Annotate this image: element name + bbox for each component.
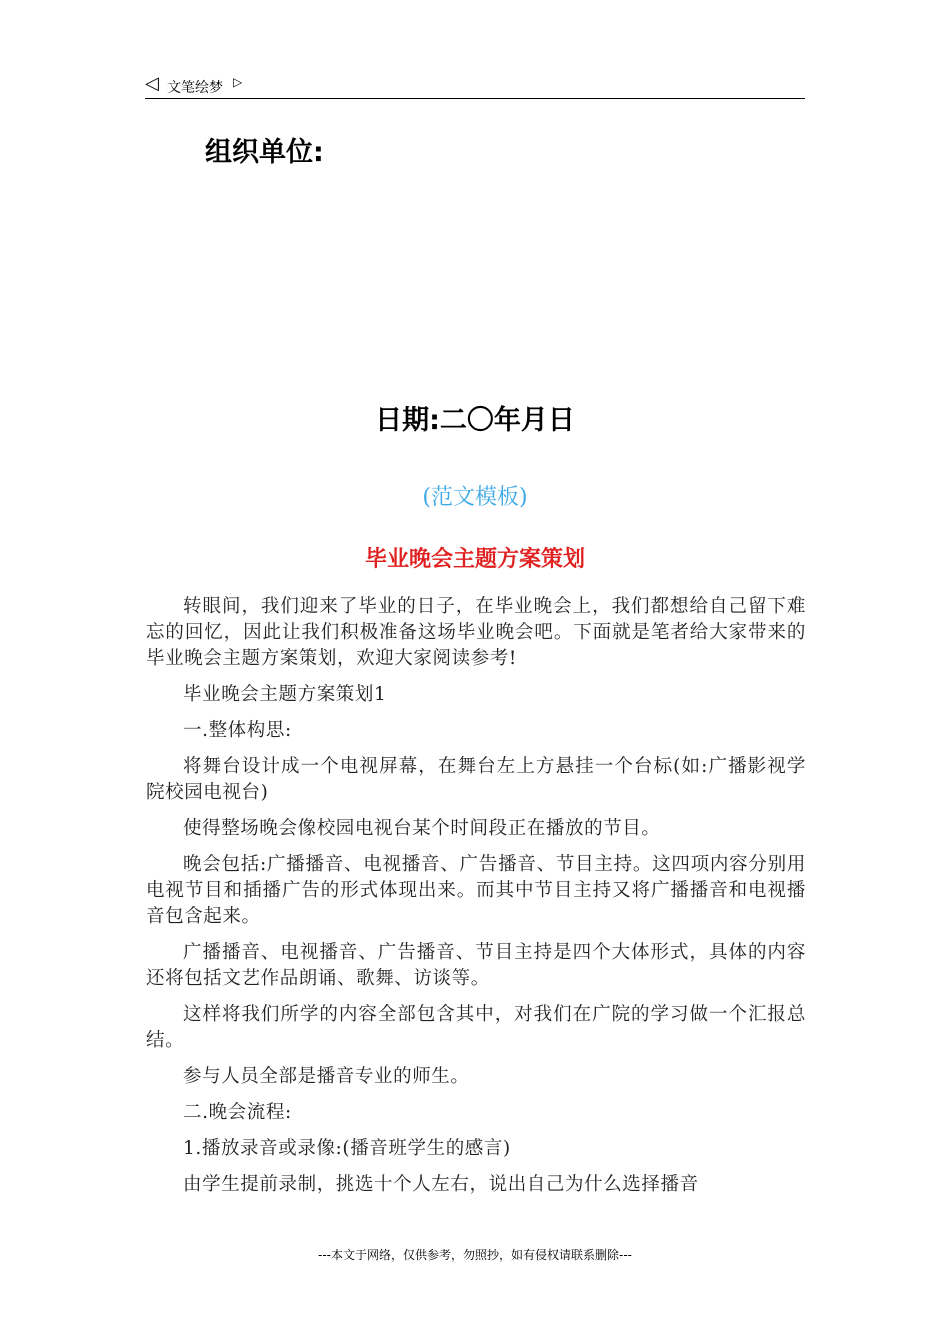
left-triangle-icon: ◁ bbox=[145, 73, 159, 94]
date-label: 日期:二〇年月日 bbox=[375, 405, 575, 436]
paragraph: 毕业晚会主题方案策划1 bbox=[183, 684, 387, 705]
document-title: 毕业晚会主题方案策划 bbox=[364, 547, 585, 572]
paragraph: 一.整体构思: bbox=[183, 720, 292, 741]
paragraph: 这样将我们所学的内容全部包含其中，对我们在广院的学习做一个汇报总结。 bbox=[146, 1004, 806, 1051]
paragraph: 晚会包括:广播播音、电视播音、广告播音、节目主持。这四项内容分别用电视节目和插播广告的形式体现出来。而其中节目主持又将广播播音和电视播音包含起来。 bbox=[146, 854, 806, 927]
footer-disclaimer: ---本文于网络，仅供参考，勿照抄，如有侵权请联系删除--- bbox=[318, 1248, 632, 1262]
organization-label: 组织单位: bbox=[205, 137, 324, 168]
template-label: (范文模板) bbox=[422, 485, 528, 510]
right-triangle-icon: ▷ bbox=[233, 75, 243, 89]
paragraph: 广播播音、电视播音、广告播音、节目主持是四个大体形式，具体的内容还将包括文艺作品朗诵、歌舞、访谈等。 bbox=[146, 942, 806, 989]
paragraph: 1.播放录音或录像:(播音班学生的感言) bbox=[183, 1138, 511, 1159]
paragraph: 由学生提前录制，挑选十个人左右，说出自己为什么选择播音 bbox=[183, 1174, 699, 1195]
paragraph: 转眼间，我们迎来了毕业的日子，在毕业晚会上，我们都想给自己留下难忘的回忆，因此让我们积极准备这场毕业晚会吧。下面就是笔者给大家带来的毕业晚会主题方案策划，欢迎大家阅读参考! bbox=[146, 596, 806, 669]
document-body bbox=[146, 594, 806, 1208]
paragraph: 将舞台设计成一个电视屏幕，在舞台左上方悬挂一个台标(如:广播影视学院校园电视台) bbox=[146, 756, 806, 803]
header-brand: 文笔绘梦 bbox=[167, 80, 223, 96]
paragraph: 使得整场晚会像校园电视台某个时间段正在播放的节目。 bbox=[183, 818, 661, 839]
paragraph: 二.晚会流程: bbox=[183, 1102, 292, 1123]
page-header bbox=[145, 70, 805, 99]
paragraph: 参与人员全部是播音专业的师生。 bbox=[183, 1066, 470, 1087]
